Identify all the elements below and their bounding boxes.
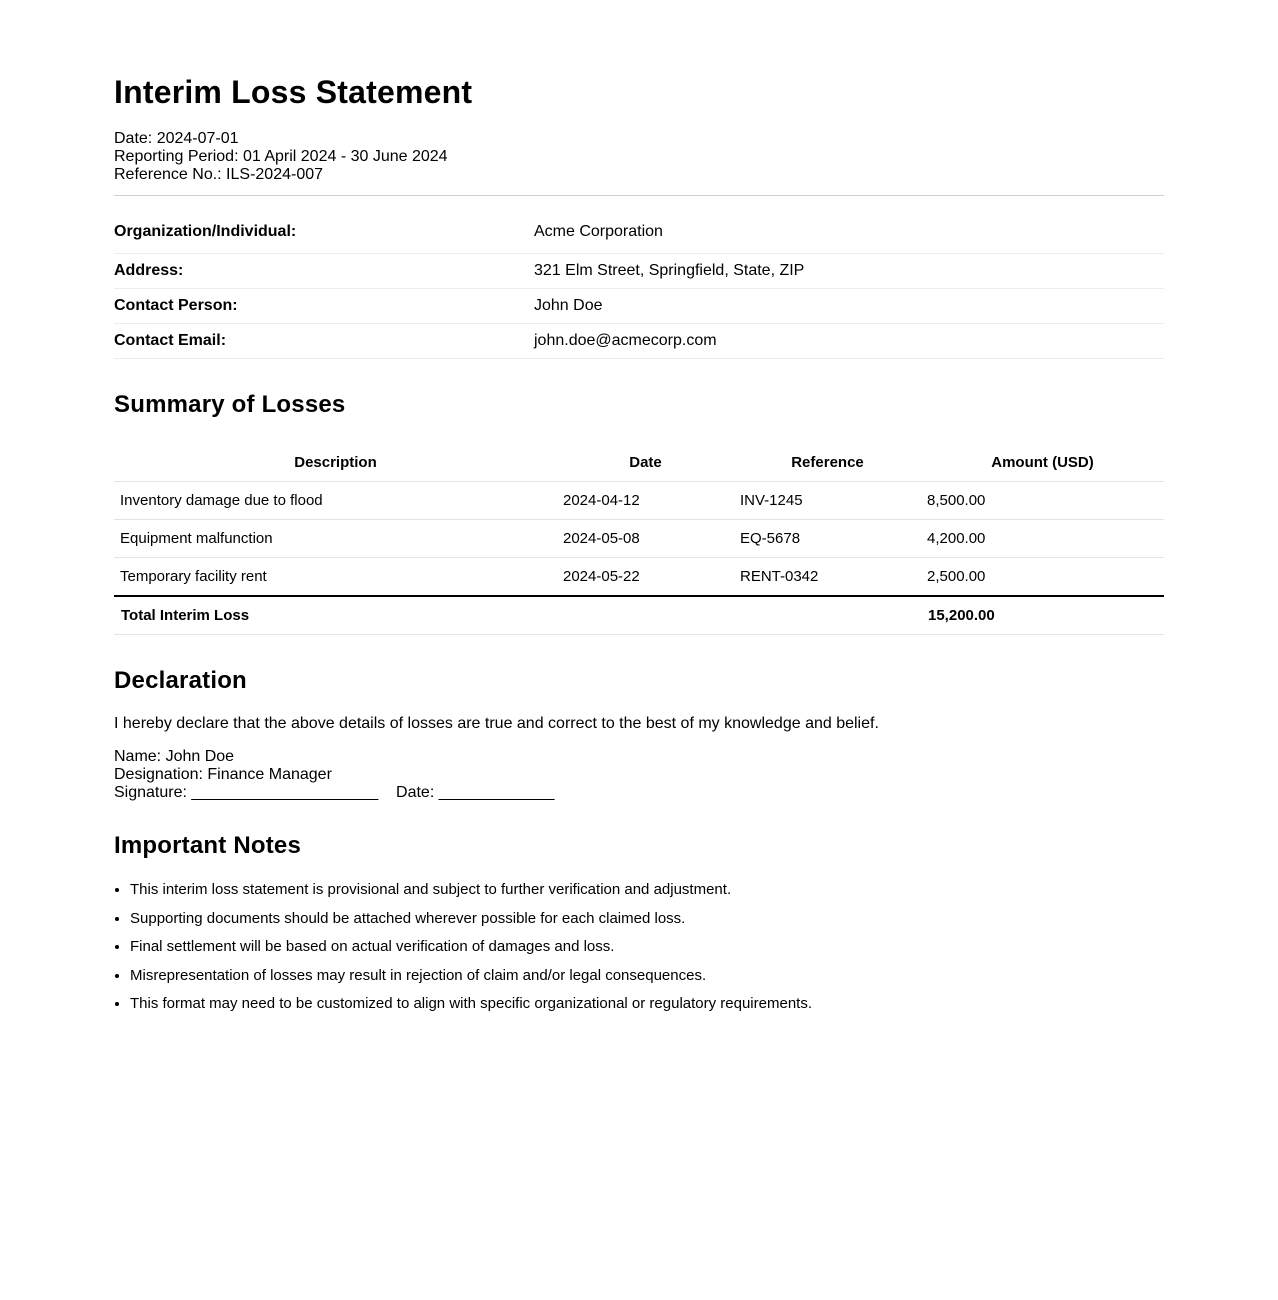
cell-amount: 4,200.00 — [921, 520, 1164, 558]
table-row — [114, 520, 1164, 558]
cell-reference: EQ-5678 — [734, 520, 921, 558]
column-header-amount: Amount (USD) — [921, 443, 1164, 482]
cell-date: 2024-05-22 — [557, 558, 734, 597]
list-item: • Final settlement will be based on actual verification of damages and loss. — [130, 938, 1164, 967]
list-item: • Supporting documents should be attached wherever possible for each claimed loss. — [130, 910, 1164, 939]
total-amount: 15,200.00 — [921, 596, 1164, 635]
reference-number: Reference No.: ILS-2024-007 — [114, 166, 324, 183]
table-header-row — [114, 443, 1164, 482]
total-row — [114, 596, 1164, 635]
reporting-period: Reporting Period: 01 April 2024 - 30 June 2024 — [114, 148, 448, 165]
info-value: john.doe@acmecorp.com — [534, 324, 1164, 359]
signatory-block — [114, 748, 1164, 802]
column-header-description: Description — [114, 443, 557, 482]
signature-line: Signature: _____________________ Date: _____________ — [114, 784, 555, 801]
info-row — [114, 223, 1164, 254]
statement-date: Date: 2024-07-01 — [114, 130, 239, 147]
info-label: Address: — [114, 254, 534, 289]
declaration-heading: Declaration — [114, 667, 247, 694]
list-item: • Misrepresentation of losses may result in rejection of claim and/or legal consequences. — [130, 967, 1164, 996]
info-value: John Doe — [534, 289, 1164, 324]
info-row — [114, 254, 1164, 289]
cell-date: 2024-04-12 — [557, 482, 734, 520]
notes-heading: Important Notes — [114, 832, 302, 859]
cell-description: Equipment malfunction — [114, 520, 557, 558]
total-spacer — [557, 596, 734, 635]
signatory-designation: Designation: Finance Manager — [114, 766, 332, 783]
info-value: 321 Elm Street, Springfield, State, ZIP — [534, 254, 1164, 289]
cell-amount: 8,500.00 — [921, 482, 1164, 520]
column-header-reference: Reference — [734, 443, 921, 482]
header-divider — [114, 195, 1164, 196]
notes-list — [114, 881, 1164, 1024]
party-info-table — [114, 223, 1164, 359]
info-label: Organization/Individual: — [114, 223, 534, 254]
cell-description: Temporary facility rent — [114, 558, 557, 597]
list-item: • This format may need to be customized to align with specific organizational or regulatory requirements. — [130, 995, 1164, 1024]
cell-date: 2024-05-08 — [557, 520, 734, 558]
table-row — [114, 558, 1164, 597]
list-item: • This interim loss statement is provisional and subject to further verification and adjustment. — [130, 881, 1164, 910]
declaration-text: I hereby declare that the above details of losses are true and correct to the best of my knowledge and belief. — [114, 715, 879, 732]
loss-summary-table — [114, 443, 1164, 635]
info-label: Contact Person: — [114, 289, 534, 324]
table-row — [114, 482, 1164, 520]
cell-amount: 2,500.00 — [921, 558, 1164, 597]
info-row — [114, 324, 1164, 359]
total-label: Total Interim Loss — [114, 596, 557, 635]
cell-description: Inventory damage due to flood — [114, 482, 557, 520]
statement-meta — [114, 130, 1164, 184]
total-spacer — [734, 596, 921, 635]
info-row — [114, 289, 1164, 324]
cell-reference: RENT-0342 — [734, 558, 921, 597]
page-title: Interim Loss Statement — [114, 74, 473, 110]
cell-reference: INV-1245 — [734, 482, 921, 520]
signatory-name: Name: John Doe — [114, 748, 235, 765]
summary-heading: Summary of Losses — [114, 391, 346, 418]
info-value: Acme Corporation — [534, 223, 1164, 254]
info-label: Contact Email: — [114, 324, 534, 359]
column-header-date: Date — [557, 443, 734, 482]
document-page — [114, 0, 1164, 1024]
